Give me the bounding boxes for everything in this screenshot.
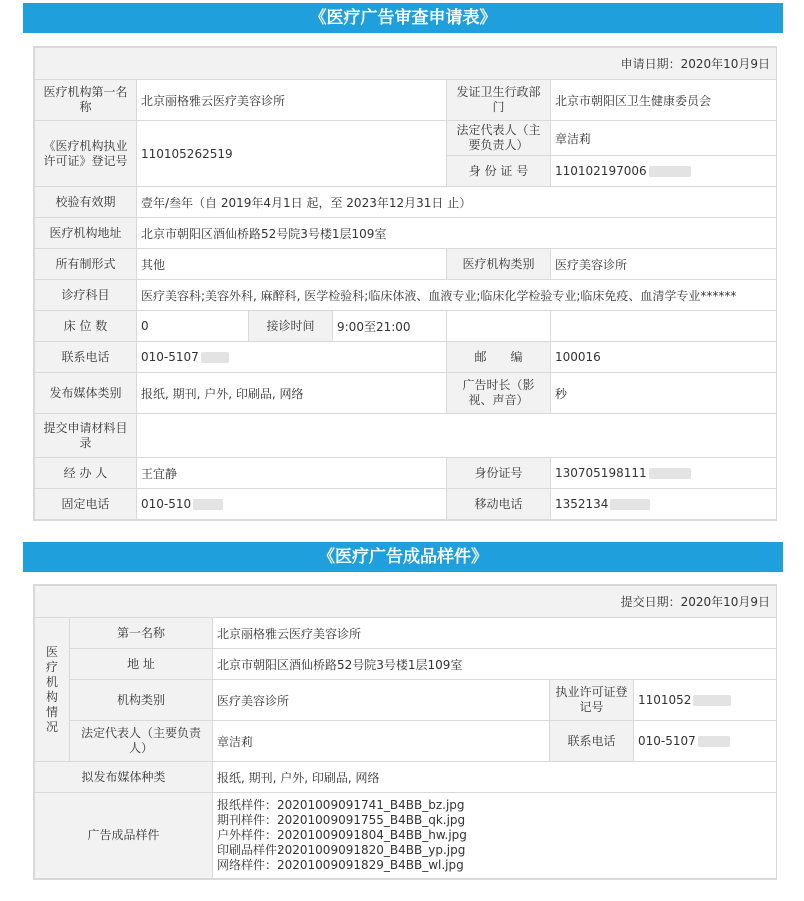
- blank-cell: [447, 311, 551, 342]
- hours-label: 接诊时间: [249, 311, 333, 342]
- sample-file-link[interactable]: 20201009091755_B4BB_qk.jpg: [277, 813, 466, 827]
- sample-file-item: [217, 828, 772, 843]
- sample-phone-value: 010-5107: [638, 734, 696, 748]
- group-char: 况: [45, 719, 58, 734]
- sample-file-item: [217, 813, 772, 828]
- redaction-blur: [201, 352, 229, 363]
- sample-category-label: 机构类别: [70, 680, 213, 721]
- sample-license-value: 1101052: [638, 693, 692, 707]
- media-value: 报纸, 期刊, 户外, 印刷品, 网络: [137, 373, 447, 414]
- validity-value: 壹年/叁年（自 2019年4月1日 起，至 2023年12月31日 止）: [137, 187, 777, 218]
- application-banner: 《医疗广告审查申请表》: [23, 3, 783, 33]
- sample-file-item: [217, 798, 772, 813]
- legal-rep-value: 章洁莉: [551, 121, 777, 156]
- mobile-value: 1352134: [555, 497, 609, 511]
- application-date: 申请日期：2020年10月9日: [35, 48, 777, 80]
- group-char: 疗: [45, 659, 58, 674]
- handler-value: 王宜静: [137, 458, 447, 489]
- redaction-blur: [693, 695, 731, 706]
- hours-value: 9:00至21:00: [333, 311, 447, 342]
- sample-license-label: 执业许可证登记号: [550, 680, 634, 721]
- sample-media-label: 拟发布媒体种类: [35, 762, 213, 793]
- materials-value: [137, 414, 777, 458]
- institution-name-value: 北京丽格雅云医疗美容诊所: [137, 80, 447, 121]
- application-table: [33, 46, 777, 521]
- beds-label: 床 位 数: [35, 311, 137, 342]
- legal-rep-label: 法定代表人（主要负责人）: [447, 121, 551, 156]
- category-value: 医疗美容诊所: [551, 249, 777, 280]
- authority-value: 北京市朝阳区卫生健康委员会: [551, 80, 777, 121]
- sample-file-link[interactable]: 20201009091820_B4BB_yp.jpg: [277, 843, 466, 857]
- group-char: 构: [45, 689, 58, 704]
- blank-cell: [551, 311, 777, 342]
- authority-label: 发证卫生行政部门: [447, 80, 551, 121]
- redaction-blur: [698, 736, 730, 747]
- materials-label: 提交申请材料目录: [35, 414, 137, 458]
- sample-phone-label: 联系电话: [550, 721, 634, 762]
- sample-file-type: 报纸样件：: [217, 798, 278, 812]
- postcode-label: 邮 编: [447, 342, 551, 373]
- sample-media-value: 报纸, 期刊, 户外, 印刷品, 网络: [213, 762, 777, 793]
- sample-name-label: 第一名称: [70, 618, 213, 649]
- subjects-label: 诊疗科目: [35, 280, 137, 311]
- sample-file-link[interactable]: 20201009091741_B4BB_bz.jpg: [277, 798, 465, 812]
- sample-file-link[interactable]: 20201009091804_B4BB_hw.jpg: [277, 828, 467, 842]
- beds-value: 0: [137, 311, 249, 342]
- sample-files-list: [213, 793, 777, 879]
- license-value: 110105262519: [137, 121, 447, 187]
- sample-table: [33, 584, 777, 880]
- license-label: 《医疗机构执业许可证》登记号: [35, 121, 137, 187]
- sample-address-label: 地 址: [70, 649, 213, 680]
- handler-label: 经 办 人: [35, 458, 137, 489]
- group-char: 情: [45, 704, 58, 719]
- group-char: 医: [45, 644, 58, 659]
- sample-date: 提交日期：2020年10月9日: [35, 586, 777, 618]
- institution-name-label: 医疗机构第一名称: [35, 80, 137, 121]
- handler-id-value: 130705198111: [555, 466, 647, 480]
- ownership-label: 所有制形式: [35, 249, 137, 280]
- phone-cell: [137, 342, 447, 373]
- redaction-blur: [649, 166, 691, 177]
- fixed-phone-label: 固定电话: [35, 489, 137, 520]
- handler-id-label: 身份证号: [447, 458, 551, 489]
- mobile-cell: [551, 489, 777, 520]
- address-value: 北京市朝阳区酒仙桥路52号院3号楼1层109室: [137, 218, 777, 249]
- group-char: 机: [45, 674, 58, 689]
- redaction-blur: [193, 499, 223, 510]
- institution-group-label: [35, 618, 70, 762]
- sample-legal-rep-label: 法定代表人（主要负责人）: [70, 721, 213, 762]
- redaction-blur: [610, 499, 650, 510]
- sample-legal-rep-value: 章洁莉: [213, 721, 550, 762]
- sample-file-type: 网络样件：: [217, 858, 278, 872]
- phone-value: 010-5107: [141, 350, 199, 364]
- subjects-value: 医疗美容科;美容外科, 麻醉科, 医学检验科;临床体液、血液专业;临床化学检验专业;临床免疫、血清学专业******: [137, 280, 777, 311]
- validity-label: 校验有效期: [35, 187, 137, 218]
- id-value: 110102197006: [555, 164, 647, 178]
- duration-label: 广告时长（影视、声音）: [447, 373, 551, 414]
- redaction-blur: [649, 468, 691, 479]
- ownership-value: 其他: [137, 249, 447, 280]
- sample-file-type: 印刷品样件：: [217, 843, 290, 857]
- sample-phone-cell: [634, 721, 777, 762]
- media-label: 发布媒体类别: [35, 373, 137, 414]
- fixed-phone-value: 010-510: [141, 497, 192, 511]
- sample-name-value: 北京丽格雅云医疗美容诊所: [213, 618, 777, 649]
- category-label: 医疗机构类别: [447, 249, 551, 280]
- sample-file-type: 期刊样件：: [217, 813, 278, 827]
- sample-file-item: [217, 858, 772, 873]
- sample-files-label: 广告成品样件: [35, 793, 213, 879]
- sample-file-link[interactable]: 20201009091829_B4BB_wl.jpg: [277, 858, 464, 872]
- sample-address-value: 北京市朝阳区酒仙桥路52号院3号楼1层109室: [213, 649, 777, 680]
- id-label: 身 份 证 号: [447, 156, 551, 187]
- mobile-label: 移动电话: [447, 489, 551, 520]
- sample-file-type: 户外样件：: [217, 828, 278, 842]
- duration-value: 秒: [551, 373, 777, 414]
- id-cell: [551, 156, 777, 187]
- handler-id-cell: [551, 458, 777, 489]
- sample-category-value: 医疗美容诊所: [213, 680, 550, 721]
- postcode-value: 100016: [551, 342, 777, 373]
- address-label: 医疗机构地址: [35, 218, 137, 249]
- sample-banner: 《医疗广告成品样件》: [23, 542, 783, 572]
- phone-label: 联系电话: [35, 342, 137, 373]
- fixed-phone-cell: [137, 489, 447, 520]
- sample-license-cell: [634, 680, 777, 721]
- sample-file-item: [217, 843, 772, 858]
